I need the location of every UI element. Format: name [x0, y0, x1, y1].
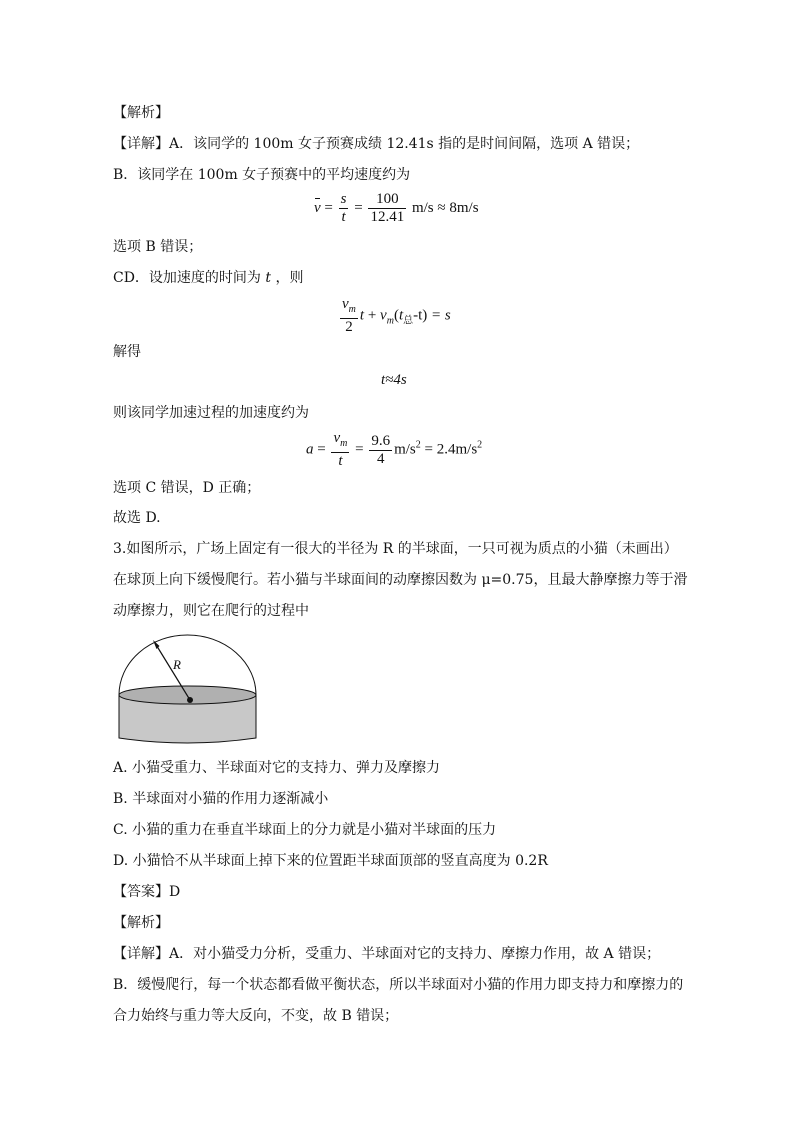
detail-option-a: 【详解】A．该同学的 100m 女子预赛成绩 12.41s 指的是时间间隔，选项 A 错误； [113, 136, 640, 152]
eq4-eq-2: = [351, 441, 368, 458]
eq1-num-s: s [340, 191, 347, 207]
eq2-t-total: t [398, 307, 404, 324]
eq4-unit: m/s [394, 441, 416, 458]
eq4-result: = 2.4m/s [420, 441, 478, 458]
analysis-heading-1: 【解析】 [113, 105, 169, 121]
option-b-result: 选项 B 错误； [113, 239, 203, 255]
hemisphere-figure [115, 633, 260, 748]
eq1-fraction-values [368, 191, 406, 226]
q3-detail-a: 【详解】A．对小猫受力分析，受重力、半球面对它的支持力、摩擦力作用，故 A 错误； [113, 946, 661, 962]
analysis-heading-2: 【解析】 [113, 915, 169, 931]
q3-detail-b-line2: 合力始终与重力等大反向，不变，故 B 错误； [113, 1008, 399, 1024]
eq4-num-v: v [333, 430, 341, 446]
eq4-den-t: t [338, 453, 343, 469]
eq1-fraction-s-over-t [339, 191, 349, 226]
equation-distance [338, 296, 451, 336]
accel-intro: 则该同学加速过程的加速度约为 [113, 405, 309, 421]
cd-intro-var: t [265, 270, 272, 286]
eq1-den-1241: 12.41 [370, 209, 405, 225]
eq2-total-sub: 总 [403, 315, 414, 327]
cd-intro-prefix: CD．设加速度的时间为 [113, 270, 261, 286]
question3-line3: 动摩擦力，则它在爬行的过程中 [113, 603, 309, 619]
cd-intro-suffix: ，则 [275, 270, 304, 286]
cd-intro [113, 268, 303, 288]
eq2-equals-s: = s [427, 307, 451, 324]
eq2-v: v [380, 307, 387, 324]
option-a: A. 小猫受重力、半球面对它的支持力、弹力及摩擦力 [113, 760, 441, 776]
option-b: B. 半球面对小猫的作用力逐渐减小 [113, 791, 329, 807]
equation-acceleration [306, 430, 482, 470]
eq2-fraction-vm-over-2 [340, 296, 358, 336]
q3-detail-b-line1: B．缓慢爬行，每一个状态都看做平衡状态，所以半球面对小猫的作用力即支持力和摩擦力的 [113, 977, 684, 993]
eq4-fraction-values [369, 433, 392, 468]
eq1-unit: m/s [411, 199, 434, 216]
eq4-result-sq: 2 [477, 439, 483, 451]
center-dot [187, 697, 193, 703]
final-choice: 故选 D. [113, 510, 161, 526]
eq2-num-v: v [342, 296, 349, 312]
equation-time-result: t≈4s [381, 372, 407, 388]
option-b-intro: B．该同学在 100m 女子预赛中的平均速度约为 [113, 167, 411, 183]
eq4-den-4: 4 [376, 450, 385, 467]
answer-line: 【答案】D [113, 884, 181, 900]
question3-line1: 3.如图所示，广场上固定有一很大的半径为 R 的半球面，一只可视为质点的小猫（未画出） [113, 541, 678, 557]
eq1-num-100: 100 [368, 191, 406, 209]
option-d: D. 小猫恰不从半球面上掉下来的位置距半球面顶部的竖直高度为 0.2R [113, 853, 548, 869]
eq2-close-paren: ) [422, 307, 428, 324]
eq4-num-vm [331, 430, 349, 453]
eq2-plus: + [364, 307, 381, 324]
eq4-num-96: 9.6 [371, 432, 391, 449]
eq2-t: t [359, 307, 365, 324]
equation-average-velocity: v = $\frac{s}{t}$ = $\frac{100}{12.41}$ m/s ≈ 8m/s [314, 191, 479, 225]
eq4-unit-sq: 2 [415, 439, 421, 451]
eq2-num-vm [340, 296, 358, 319]
eq2-num-sub-m: m [348, 304, 356, 315]
eq4-num-sub-m: m [340, 438, 348, 449]
cd-result: 选项 C 错误，D 正确； [113, 480, 261, 496]
radius-label: R [173, 657, 181, 672]
eq4-a: a [306, 441, 314, 458]
question3-line2: 在球顶上向下缓慢爬行。若小猫与半球面间的动摩擦因数为 μ=0.75，且最大静摩擦力等于滑 [113, 572, 688, 588]
eq4-eq-1: = [313, 441, 330, 458]
solve-label: 解得 [113, 344, 141, 360]
eq1-den-t: t [341, 209, 346, 225]
eq2-den-2: 2 [345, 319, 353, 335]
eq1-v-bar: v [314, 199, 321, 216]
eq1-approx: ≈ 8m/s [437, 199, 479, 216]
eq2-open-paren: ( [393, 307, 399, 324]
eq2-sub-m: m [386, 315, 394, 327]
option-c: C. 小猫的重力在垂直半球面上的分力就是小猫对半球面的压力 [113, 822, 497, 838]
eq2-minus-t: -t [413, 307, 423, 324]
eq4-fraction-vm-over-t [331, 430, 349, 470]
